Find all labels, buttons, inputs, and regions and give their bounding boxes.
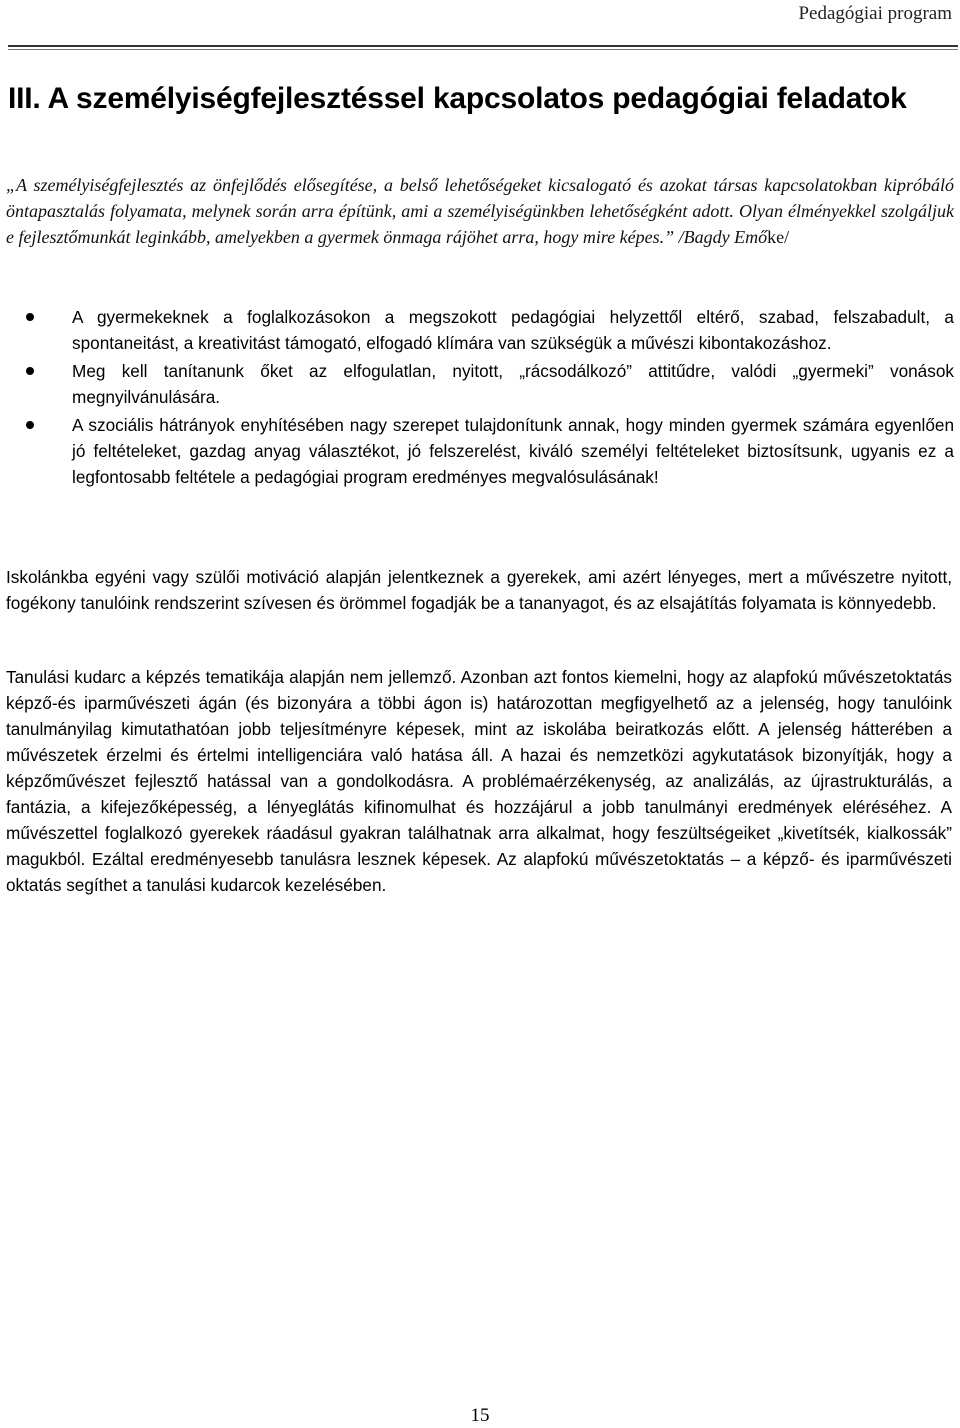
quote-text: „A személyiségfejlesztés az önfejlődés elősegítése, a belső lehetőségeket kicsalogató és azokat társas kapcsolatokban kipróbáló öntapasztalás folyamata, melynek során arra építünk, ami a személyiségünkben lehetőségként adott. Olyan élményekkel szolgáljuk e fejlesztőmunkát leginkább, amelyekben a gyermek önmaga rájöhet arra, hogy mire képes.”	[6, 175, 954, 247]
list-item	[0, 304, 960, 356]
bullet-list	[0, 304, 960, 490]
header-divider	[8, 45, 958, 47]
list-item-text: Meg kell tanítanunk őket az elfogulatlan, nyitott, „rácsodálkozó” attitűdre, valódi „gyermeki” vonások megnyilvánulására.	[72, 361, 954, 407]
running-header: Pedagógiai program	[798, 3, 952, 24]
list-item-text: A gyermekeknek a foglalkozásokon a megszokott pedagógiai helyzettől eltérő, szabad, felszabadult, a spontaneitást, a kreativitást támogató, elfogadó klímára van szükségük a művészi kibontakozáshoz.	[72, 307, 954, 353]
list-item	[0, 358, 960, 410]
bullet-icon	[26, 421, 34, 429]
bullet-icon	[26, 313, 34, 321]
paragraph-enrollment: Iskolánkba egyéni vagy szülői motiváció alapján jelentkeznek a gyerekek, ami azért lényeges, mert a művészetre nyitott, fogékony tanulóink rendszerint szívesen és örömmel fogadják be a tananyagot, és az elsajátítás folyamata is könnyedebb.	[6, 567, 952, 613]
paragraph-learning-failure: Tanulási kudarc a képzés tematikája alapján nem jellemző. Azonban azt fontos kiemelni, hogy az alapfokú művészetoktatás képző-és iparművészeti ágán (és bizonyára a többi ágon is) határozottan megfigyelhető az a jelenség, hogy tanulóink tanulmányilag kimutathatóan jobb teljesítményre képesek, mint az iskolába beiratkozás előtt. A jelenség hátterében a művészetek érzelmi és értelmi intelligenciára való hatása áll. A hazai és nemzetközi agykutatások bizonyítják, hogy a képzőművészet fejlesztő hatással van a gondolkodásra. A problémaérzékenység, az analizálás, az újrastrukturálás, a fantázia, a kifejezőképesség, a lényeglátás kifinomulhat és hozzájárul a jobb tanulmányi eredmények eléréséhez. A művészettel foglalkozó gyerekek ráadásul gyakran találhatnak arra alkalmat, hogy feszültségeiket „kivetítsék, kialkossák” magukból. Ezáltal eredményesebb tanulásra lesznek képesek. Az alapfokú művészetoktatás – a képző- és iparművészeti oktatás segíthet a tanulási kudarcok kezelésében.	[6, 667, 952, 895]
section-title: III. A személyiségfejlesztéssel kapcsolatos pedagógiai feladatok	[8, 82, 907, 115]
quote-author: /Bagdy Emő	[674, 227, 768, 247]
list-item	[0, 412, 960, 490]
bullet-icon	[26, 367, 34, 375]
quote-author-end: ke/	[767, 227, 790, 247]
epigraph-quote	[6, 172, 954, 250]
page-number: 15	[470, 1405, 490, 1426]
list-item-text: A szociális hátrányok enyhítésében nagy szerepet tulajdonítunk annak, hogy minden gyermek számára egyenlően jó feltételeket, gazdag anyag választékot, jó felszerelést, kiváló személyi feltételeket biztosítsunk, ugyanis ez a legfontosabb feltétele a pedagógiai program eredményes megvalósulásának!	[72, 415, 954, 487]
